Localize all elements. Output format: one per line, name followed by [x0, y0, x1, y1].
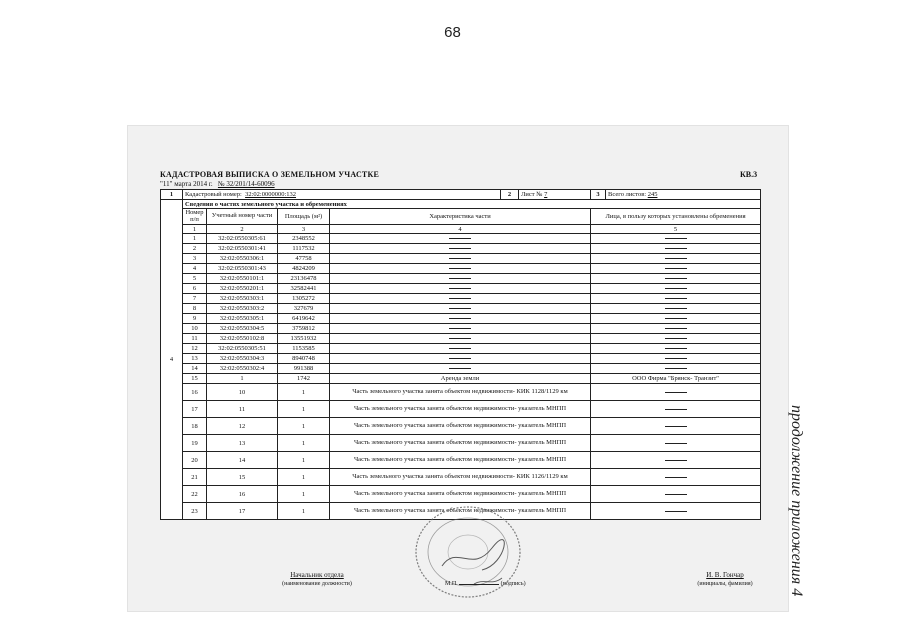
row-index: 14: [183, 364, 207, 374]
signer-name-caption: (инициалы, фамилия): [697, 581, 753, 587]
table-row: [161, 244, 761, 254]
column-header: Площадь (м²): [278, 209, 330, 225]
row-index: 5: [183, 274, 207, 284]
column-number: 5: [591, 225, 761, 234]
part-characteristic: [330, 244, 591, 254]
part-area: 327679: [278, 304, 330, 314]
part-characteristic: [330, 324, 591, 334]
encumbrance-persons: [591, 344, 761, 354]
empty-dash: [665, 494, 687, 495]
table-row: [161, 294, 761, 304]
empty-dash: [449, 248, 471, 249]
part-number: 32:02:0550302:4: [207, 364, 278, 374]
empty-dash: [665, 248, 687, 249]
encumbrance-persons: [591, 435, 761, 452]
part-number: 32:02:0550102:8: [207, 334, 278, 344]
part-characteristic: Часть земельного участка занята объектом недвижимости- указатель МНПП: [330, 435, 591, 452]
row-index: 4: [183, 264, 207, 274]
row-index: 9: [183, 314, 207, 324]
part-area: 8940748: [278, 354, 330, 364]
part-area: 991388: [278, 364, 330, 374]
row-index: 21: [183, 469, 207, 486]
column-header: Лица, в пользу которых установлены обременения: [591, 209, 761, 225]
encumbrance-persons: [591, 254, 761, 264]
total-sheets-label: Всего листов:: [608, 191, 647, 198]
empty-dash: [665, 511, 687, 512]
column-number-row: [161, 225, 761, 234]
position-caption: (наименование должности): [282, 581, 352, 587]
part-characteristic: [330, 264, 591, 274]
encumbrance-persons: [591, 244, 761, 254]
empty-dash: [665, 308, 687, 309]
signature-caption: (подпись): [500, 581, 526, 587]
encumbrance-persons: [591, 486, 761, 503]
row-index: 17: [183, 401, 207, 418]
part-characteristic: [330, 304, 591, 314]
column-number: 3: [278, 225, 330, 234]
stamp-place-label: М.П.: [445, 581, 458, 587]
part-characteristic: [330, 284, 591, 294]
part-characteristic: [330, 274, 591, 284]
encumbrance-persons: [591, 401, 761, 418]
page-number: 68: [444, 24, 461, 41]
empty-dash: [665, 298, 687, 299]
part-number: 13: [207, 435, 278, 452]
part-area: 1: [278, 503, 330, 520]
part-characteristic: Часть земельного участка занята объектом недвижимости- указатель МНПП: [330, 418, 591, 435]
document-date-line: [160, 180, 275, 188]
row-index: 20: [183, 452, 207, 469]
encumbrance-persons: [591, 314, 761, 324]
encumbrance-persons: ООО Фирма "Брянск- Транзит": [591, 374, 761, 384]
encumbrance-persons: [591, 284, 761, 294]
signature-block: [445, 581, 526, 587]
part-area: 1: [278, 435, 330, 452]
row-index: 23: [183, 503, 207, 520]
encumbrance-persons: [591, 274, 761, 284]
row-index: 12: [183, 344, 207, 354]
part-area: 1305272: [278, 294, 330, 304]
cadastral-number: 32:02:0000000:132: [245, 191, 297, 198]
signature-line: [459, 584, 499, 585]
total-sheets-cell: [606, 190, 761, 200]
cadastral-number-cell: [183, 190, 501, 200]
part-area: 13551932: [278, 334, 330, 344]
row-index: 11: [183, 334, 207, 344]
part-area: 1: [278, 469, 330, 486]
encumbrance-persons: [591, 469, 761, 486]
part-number: 15: [207, 469, 278, 486]
encumbrance-persons: [591, 264, 761, 274]
encumbrance-persons: [591, 304, 761, 314]
row-index: 22: [183, 486, 207, 503]
signer-name: И. В. Гончар: [706, 571, 744, 579]
position-title: Начальник отдела: [290, 571, 344, 579]
empty-dash: [449, 338, 471, 339]
part-area: 1153585: [278, 344, 330, 354]
encumbrance-persons: [591, 503, 761, 520]
part-number: 32:02:0550305:61: [207, 234, 278, 244]
table-row: [161, 344, 761, 354]
table-row: [161, 274, 761, 284]
table-row: [161, 401, 761, 418]
table-row: [161, 284, 761, 294]
table-row: [161, 354, 761, 364]
part-area: 23136478: [278, 274, 330, 284]
row-index: 18: [183, 418, 207, 435]
form-code: КВ.3: [740, 170, 758, 179]
part-area: 47758: [278, 254, 330, 264]
empty-dash: [449, 298, 471, 299]
encumbrance-persons: [591, 384, 761, 401]
empty-dash: [665, 278, 687, 279]
part-characteristic: Часть земельного участка занята объектом недвижимости- указатель МНПП: [330, 486, 591, 503]
part-number: 32:02:0550303:1: [207, 294, 278, 304]
part-area: 4824209: [278, 264, 330, 274]
header-row: [161, 190, 761, 200]
empty-dash: [449, 288, 471, 289]
empty-dash: [449, 278, 471, 279]
header-num-cell: 1: [161, 190, 183, 200]
encumbrance-persons: [591, 452, 761, 469]
column-header-row: [161, 209, 761, 225]
part-area: 1117532: [278, 244, 330, 254]
column-header: Характеристика части: [330, 209, 591, 225]
empty-dash: [665, 258, 687, 259]
empty-dash: [665, 348, 687, 349]
row-index: 6: [183, 284, 207, 294]
document-number: № 32/201/14-60096: [217, 180, 275, 188]
section-title-row: [161, 200, 761, 209]
empty-dash: [665, 268, 687, 269]
part-number: 16: [207, 486, 278, 503]
header-cell-3: 3: [591, 190, 606, 200]
column-number: 4: [330, 225, 591, 234]
encumbrance-persons: [591, 334, 761, 344]
table-row: [161, 418, 761, 435]
row-index: 8: [183, 304, 207, 314]
empty-dash: [449, 318, 471, 319]
part-characteristic: [330, 364, 591, 374]
table-row: [161, 264, 761, 274]
empty-dash: [449, 268, 471, 269]
document-date: "11" марта 2014 г.: [160, 180, 213, 188]
part-area: 1: [278, 401, 330, 418]
part-number: 1: [207, 374, 278, 384]
part-number: 10: [207, 384, 278, 401]
table-row: [161, 234, 761, 244]
signature-position-block: [262, 571, 372, 587]
sheet-cell: [519, 190, 591, 200]
row-index: 10: [183, 324, 207, 334]
part-characteristic: [330, 354, 591, 364]
empty-dash: [665, 426, 687, 427]
empty-dash: [665, 338, 687, 339]
part-number: 32:02:0550201:1: [207, 284, 278, 294]
empty-dash: [449, 328, 471, 329]
table-row: [161, 384, 761, 401]
part-number: 32:02:0550301:41: [207, 244, 278, 254]
empty-dash: [665, 238, 687, 239]
encumbrance-persons: [591, 324, 761, 334]
row-index: 1: [183, 234, 207, 244]
parts-table: [160, 189, 761, 520]
part-number: 11: [207, 401, 278, 418]
part-number: 17: [207, 503, 278, 520]
column-header: Номер п/п: [183, 209, 207, 225]
part-characteristic: [330, 294, 591, 304]
row-index: 16: [183, 384, 207, 401]
table-row: [161, 435, 761, 452]
total-sheets-number: 245: [647, 191, 658, 198]
table-row: [161, 469, 761, 486]
encumbrance-persons: [591, 418, 761, 435]
table-row: [161, 334, 761, 344]
part-number: 32:02:0550301:43: [207, 264, 278, 274]
section-row-label: 4: [161, 200, 183, 520]
part-number: 32:02:0550305:1: [207, 314, 278, 324]
part-area: 32582441: [278, 284, 330, 294]
part-characteristic: Аренда земли: [330, 374, 591, 384]
table-row: [161, 374, 761, 384]
part-characteristic: Часть земельного участка занята объектом недвижимости- указатель МНПП: [330, 401, 591, 418]
table-row: [161, 314, 761, 324]
column-number: 1: [183, 225, 207, 234]
sheet-number: 7: [544, 191, 548, 198]
empty-dash: [665, 368, 687, 369]
empty-dash: [665, 477, 687, 478]
empty-dash: [449, 308, 471, 309]
margin-note: продолжение приложения 4: [788, 405, 805, 597]
sheet-label: Лист №: [521, 191, 543, 198]
row-index: 19: [183, 435, 207, 452]
table-row: [161, 254, 761, 264]
empty-dash: [449, 368, 471, 369]
part-number: 14: [207, 452, 278, 469]
part-area: 1: [278, 384, 330, 401]
encumbrance-persons: [591, 364, 761, 374]
part-number: 32:02:0550305:51: [207, 344, 278, 354]
empty-dash: [665, 443, 687, 444]
encumbrance-persons: [591, 234, 761, 244]
row-index: 3: [183, 254, 207, 264]
column-number: 2: [207, 225, 278, 234]
table-row: [161, 486, 761, 503]
part-area: 1: [278, 486, 330, 503]
empty-dash: [665, 460, 687, 461]
signature-name-block: [690, 571, 760, 587]
empty-dash: [665, 409, 687, 410]
document-title: КАДАСТРОВАЯ ВЫПИСКА О ЗЕМЕЛЬНОМ УЧАСТКЕ: [160, 170, 379, 179]
part-characteristic: Часть земельного участка занята объектом недвижимости- КИК 1128/1129 км: [330, 384, 591, 401]
table-row: [161, 324, 761, 334]
part-area: 2348552: [278, 234, 330, 244]
empty-dash: [665, 392, 687, 393]
empty-dash: [665, 328, 687, 329]
part-characteristic: Часть земельного участка занята объектом недвижимости- КИК 1126/1129 км: [330, 469, 591, 486]
part-characteristic: Часть земельного участка занята объектом недвижимости- указатель МНПП: [330, 452, 591, 469]
header-cell-2: 2: [501, 190, 519, 200]
part-area: 1742: [278, 374, 330, 384]
part-number: 32:02:0550306:1: [207, 254, 278, 264]
table-row: [161, 364, 761, 374]
empty-dash: [665, 358, 687, 359]
row-index: 7: [183, 294, 207, 304]
empty-dash: [449, 358, 471, 359]
table-row: [161, 452, 761, 469]
part-characteristic: [330, 234, 591, 244]
empty-dash: [449, 238, 471, 239]
part-characteristic: [330, 344, 591, 354]
section-title: Сведения о частях земельного участка и обременениях: [183, 200, 761, 209]
part-number: 32:02:0550101:1: [207, 274, 278, 284]
part-area: 1: [278, 418, 330, 435]
part-number: 32:02:0550303:2: [207, 304, 278, 314]
part-area: 3759812: [278, 324, 330, 334]
part-number: 32:02:0550304:3: [207, 354, 278, 364]
encumbrance-persons: [591, 294, 761, 304]
empty-dash: [449, 258, 471, 259]
column-header: Учетный номер части: [207, 209, 278, 225]
empty-dash: [665, 318, 687, 319]
part-area: 6419642: [278, 314, 330, 324]
part-area: 1: [278, 452, 330, 469]
part-number: 12: [207, 418, 278, 435]
table-row: [161, 304, 761, 314]
row-index: 13: [183, 354, 207, 364]
part-characteristic: [330, 314, 591, 324]
empty-dash: [449, 348, 471, 349]
part-characteristic: Часть земельного участка занята объектом недвижимости- указатель МНПП: [330, 503, 591, 520]
part-characteristic: [330, 254, 591, 264]
part-number: 32:02:0550304:5: [207, 324, 278, 334]
cadastral-label: Кадастровый номер:: [185, 191, 242, 198]
row-index: 2: [183, 244, 207, 254]
row-index: 15: [183, 374, 207, 384]
part-characteristic: [330, 334, 591, 344]
empty-dash: [665, 288, 687, 289]
encumbrance-persons: [591, 354, 761, 364]
